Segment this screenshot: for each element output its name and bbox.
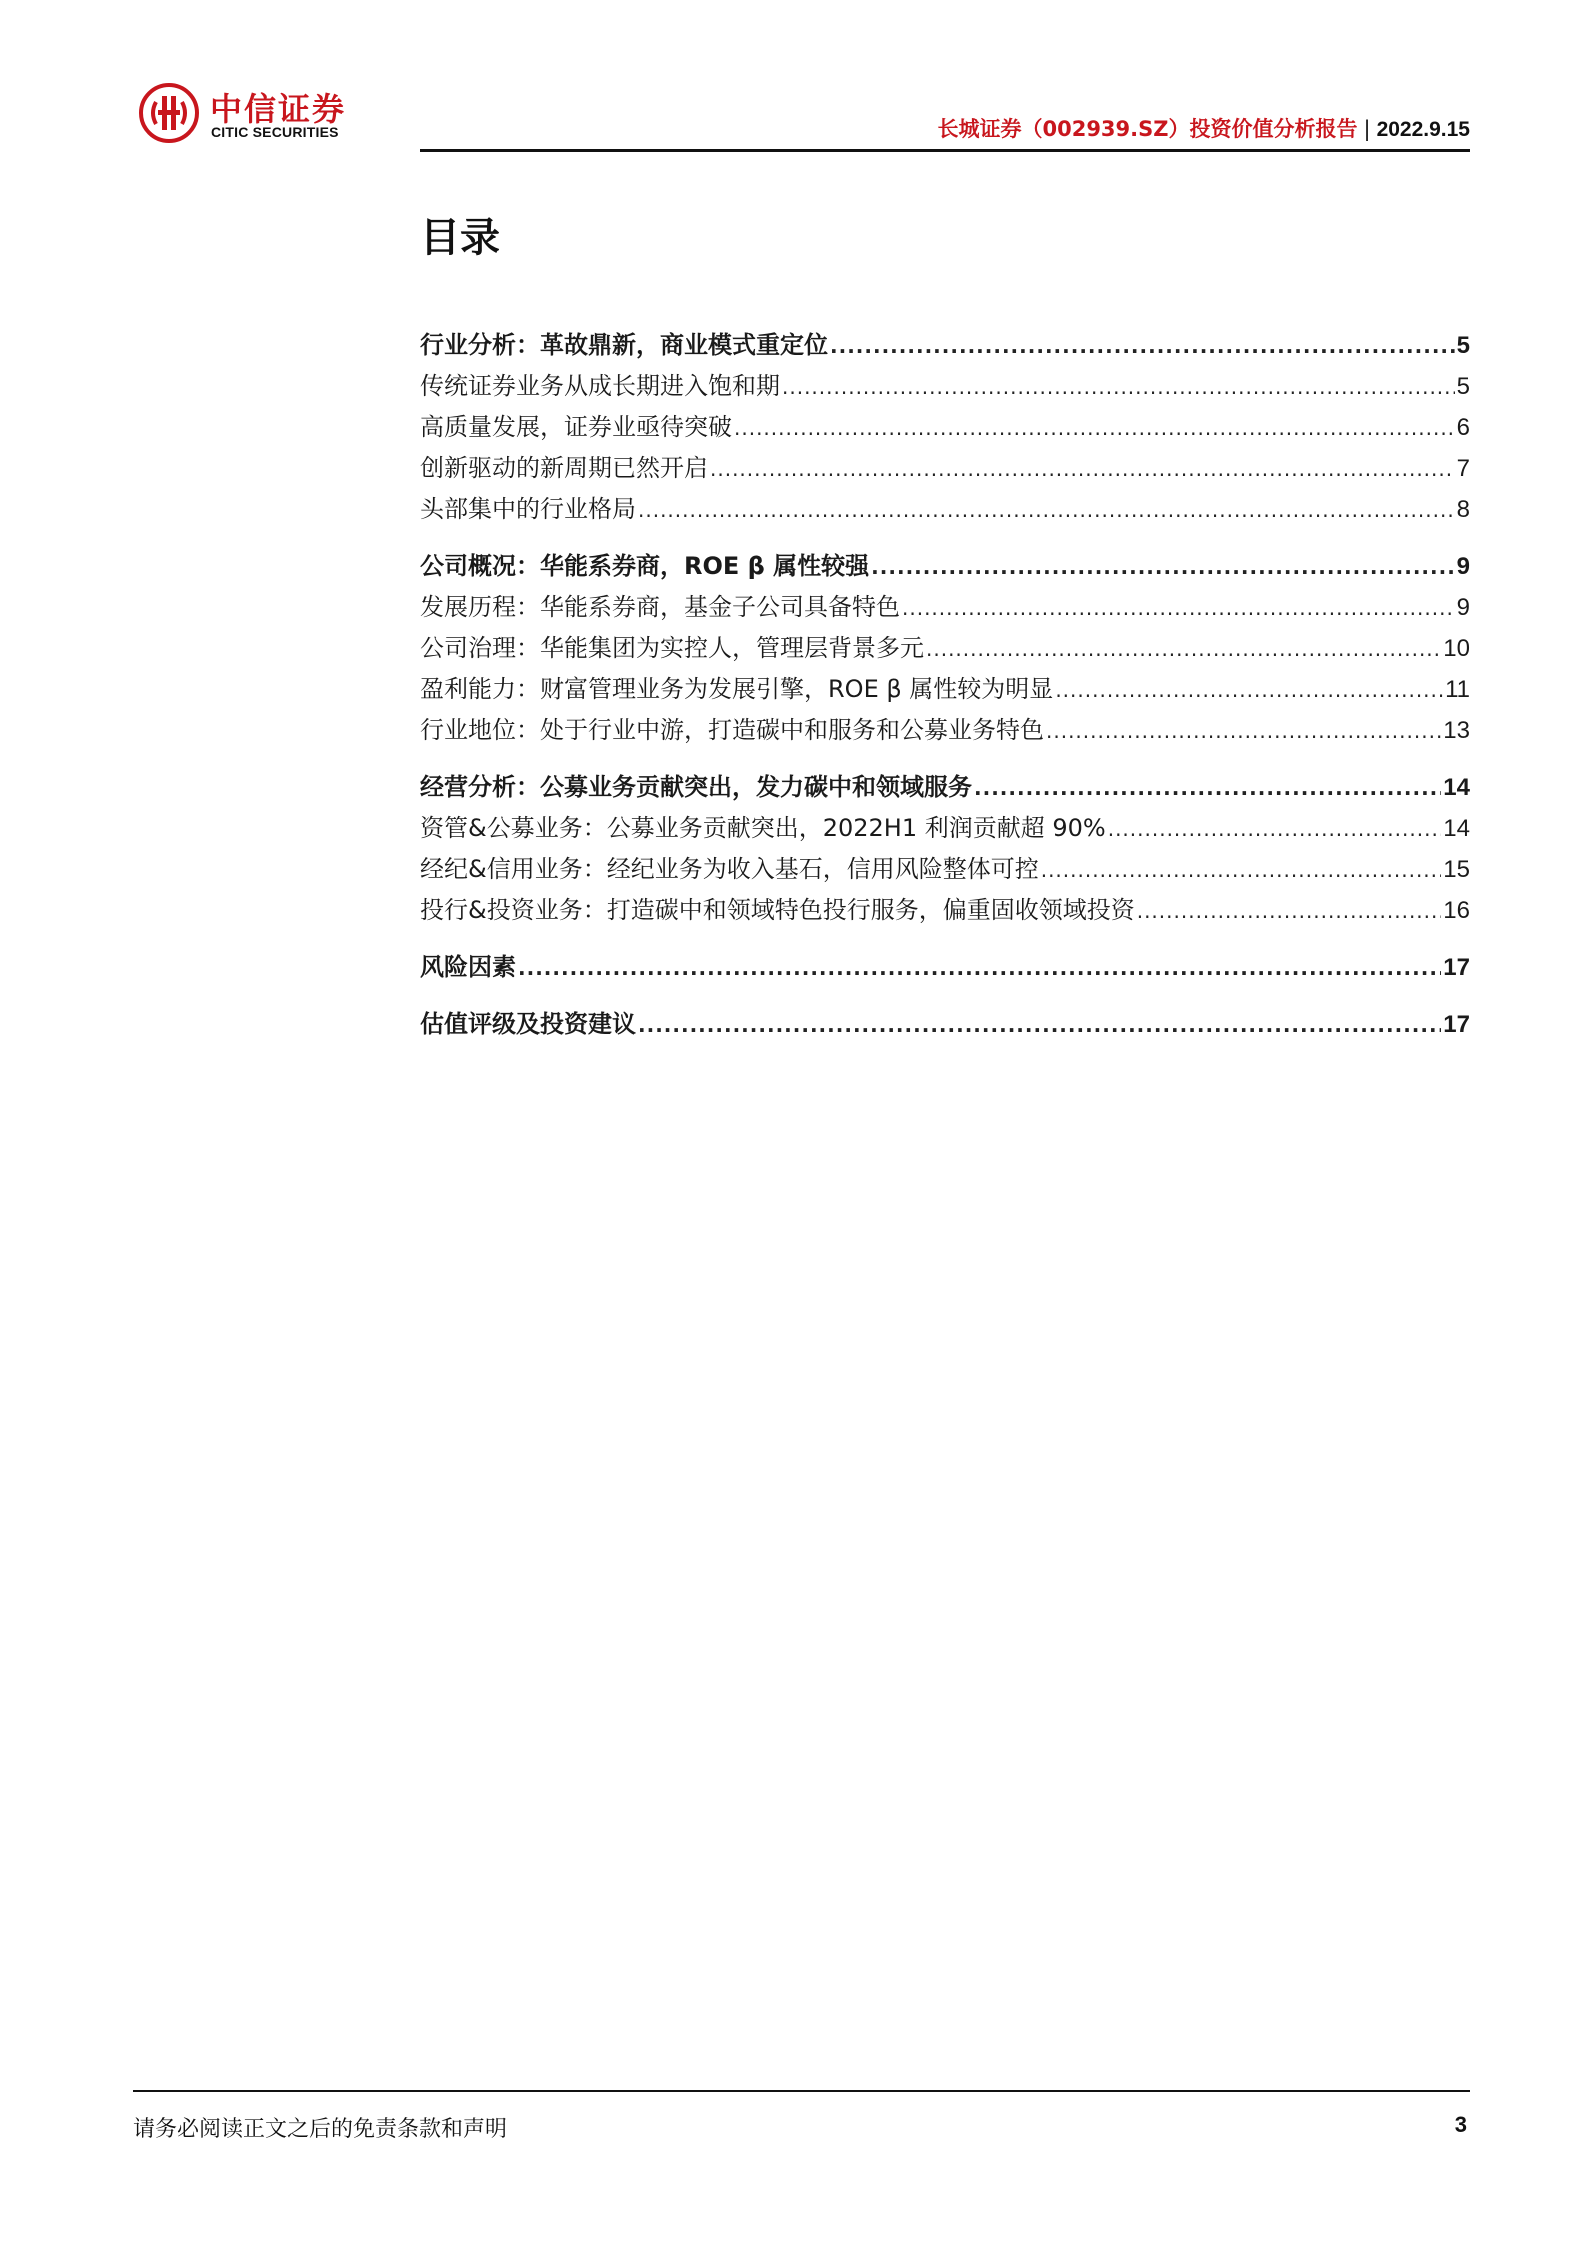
header-divider xyxy=(420,149,1470,152)
toc-entry-label: 行业分析：革故鼎新，商业模式重定位 xyxy=(420,331,828,359)
toc-leader-dots xyxy=(734,414,1455,442)
toc-section-entry[interactable] xyxy=(420,1010,1470,1039)
toc-entry-page: 6 xyxy=(1456,414,1470,441)
toc-subsection-entry[interactable] xyxy=(420,675,1470,704)
header-separator: | xyxy=(1363,117,1371,141)
toc-subsection-entry[interactable] xyxy=(420,495,1470,524)
toc-entry-page: 7 xyxy=(1456,455,1470,482)
report-date: 2022.9.15 xyxy=(1376,118,1470,141)
footer-divider xyxy=(133,2090,1470,2092)
logo-english-name: CITIC SECURITIES xyxy=(211,124,339,140)
footer-disclaimer: 请务必阅读正文之后的免责条款和声明 xyxy=(133,2117,508,2142)
toc-section-entry[interactable] xyxy=(420,953,1470,982)
toc-entry-page: 5 xyxy=(1456,373,1470,400)
toc-entry-label: 公司概况：华能系券商，ROE β 属性较强 xyxy=(420,552,870,580)
toc-section-entry[interactable] xyxy=(420,331,1470,360)
toc-entry-page: 17 xyxy=(1443,1011,1470,1038)
toc-leader-dots xyxy=(974,774,1441,802)
toc-subsection-entry[interactable] xyxy=(420,634,1470,663)
toc-title: 目录 xyxy=(420,215,500,261)
logo-chinese-name: 中信证券 xyxy=(210,90,347,128)
toc-entry-label: 投行&投资业务：打造碳中和领域特色投行服务，偏重固收领域投资 xyxy=(420,896,1135,924)
toc-subsection-entry[interactable] xyxy=(420,855,1470,884)
toc-subsection-entry[interactable] xyxy=(420,896,1470,925)
toc-entry-label: 发展历程：华能系券商，基金子公司具备特色 xyxy=(420,593,900,621)
toc-entry-page: 9 xyxy=(1456,553,1470,580)
toc-section-entry[interactable] xyxy=(420,773,1470,802)
toc-leader-dots xyxy=(710,455,1455,483)
toc-subsection-entry[interactable] xyxy=(420,814,1470,843)
toc-entry-label: 资管&公募业务：公募业务贡献突出，2022H1 利润贡献超 90% xyxy=(420,814,1106,842)
toc-leader-dots xyxy=(1055,676,1443,704)
toc-entry-label: 公司治理：华能集团为实控人，管理层背景多元 xyxy=(420,634,924,662)
toc-entry-page: 15 xyxy=(1443,856,1470,883)
toc-entry-page: 11 xyxy=(1445,676,1470,703)
toc-leader-dots xyxy=(871,553,1454,581)
citic-logo xyxy=(138,82,468,144)
toc-entry-page: 5 xyxy=(1456,332,1470,359)
toc-subsection-entry[interactable] xyxy=(420,716,1470,745)
toc-entry-label: 经营分析：公募业务贡献突出，发力碳中和领域服务 xyxy=(420,773,972,801)
toc-subsection-entry[interactable] xyxy=(420,454,1470,483)
toc-leader-dots xyxy=(1041,856,1442,884)
toc-entry-page: 14 xyxy=(1443,815,1470,842)
toc-entry-label: 估值评级及投资建议 xyxy=(420,1010,636,1038)
toc-subsection-entry[interactable] xyxy=(420,413,1470,442)
toc-leader-dots xyxy=(1137,897,1442,925)
toc-leader-dots xyxy=(518,954,1441,982)
toc-entry-label: 创新驱动的新周期已然开启 xyxy=(420,454,708,482)
toc-subsection-entry[interactable] xyxy=(420,372,1470,401)
toc-entry-label: 行业地位：处于行业中游，打造碳中和服务和公募业务特色 xyxy=(420,716,1044,744)
toc-leader-dots xyxy=(830,332,1455,360)
toc-entry-label: 传统证券业务从成长期进入饱和期 xyxy=(420,372,780,400)
toc-leader-dots xyxy=(926,635,1441,663)
toc-leader-dots xyxy=(1108,815,1442,843)
toc-leader-dots xyxy=(638,1011,1441,1039)
report-title: 长城证券（002939.SZ）投资价值分析报告 xyxy=(937,117,1358,141)
toc-entry-label: 高质量发展，证券业亟待突破 xyxy=(420,413,732,441)
toc-entry-page: 17 xyxy=(1443,954,1470,981)
toc-entry-label: 盈利能力：财富管理业务为发展引擎，ROE β 属性较为明显 xyxy=(420,675,1054,703)
citic-emblem-icon xyxy=(138,82,200,144)
toc-leader-dots xyxy=(638,496,1455,524)
toc-leader-dots xyxy=(782,373,1455,401)
toc-subsection-entry[interactable] xyxy=(420,593,1470,622)
toc-entry-page: 8 xyxy=(1456,496,1470,523)
toc-leader-dots xyxy=(902,594,1455,622)
toc-entry-label: 头部集中的行业格局 xyxy=(420,495,636,523)
toc-entry-page: 9 xyxy=(1456,594,1470,621)
toc-entry-page: 13 xyxy=(1443,717,1470,744)
toc-entry-label: 风险因素 xyxy=(420,953,516,981)
toc-entry-page: 16 xyxy=(1443,897,1470,924)
toc-entry-page: 10 xyxy=(1443,635,1470,662)
toc-section-entry[interactable] xyxy=(420,552,1470,581)
report-header xyxy=(937,113,1470,143)
toc-entry-page: 14 xyxy=(1443,774,1470,801)
toc-entry-label: 经纪&信用业务：经纪业务为收入基石，信用风险整体可控 xyxy=(420,855,1039,883)
toc-leader-dots xyxy=(1046,717,1441,745)
table-of-contents xyxy=(420,331,1470,1039)
footer-page-number: 3 xyxy=(1454,2112,1467,2137)
